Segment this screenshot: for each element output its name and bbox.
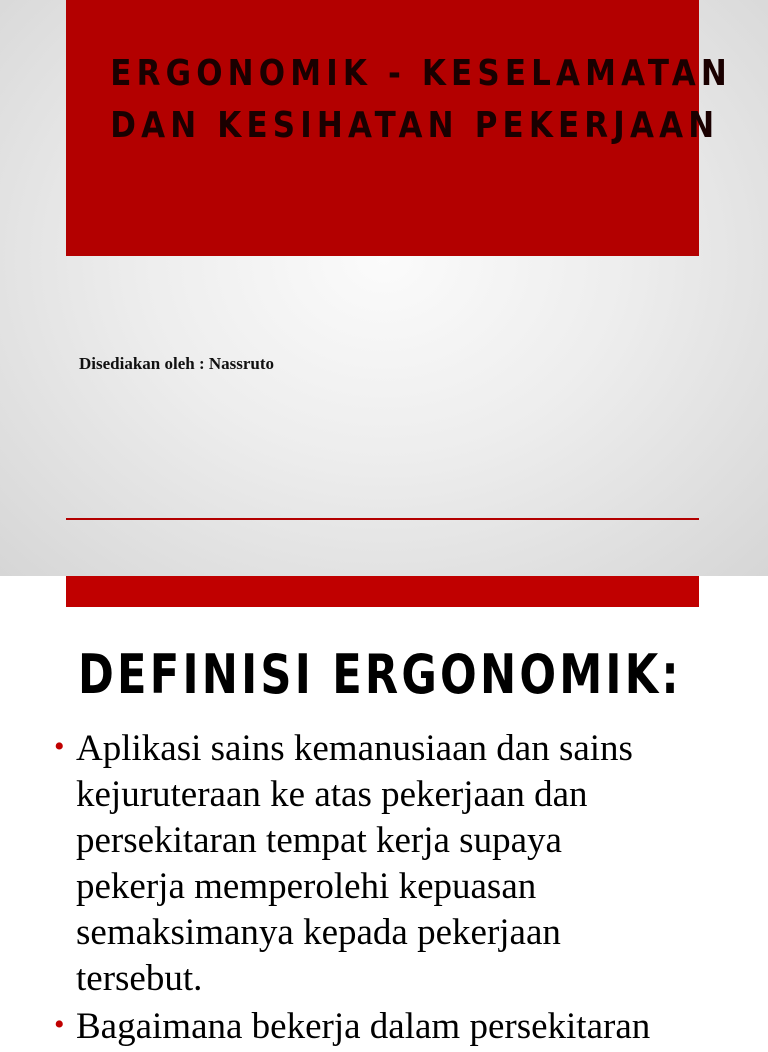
slide-title — [110, 48, 732, 152]
slide-heading: DEFINISI ERGONOMIK: — [78, 643, 682, 706]
bullet-icon: • — [54, 1008, 65, 1041]
bullet-item — [54, 726, 754, 1002]
slide-subtitle: Disediakan oleh : Nassruto — [79, 354, 275, 373]
bullet-line: Bagaimana bekerja dalam persekitaran — [76, 1006, 651, 1047]
title-box — [66, 0, 732, 256]
bullet-line: pekerja memperolehi kepuasan — [76, 866, 537, 907]
bullet-item — [54, 1004, 754, 1050]
slide-title-line-1: ERGONOMIK - KESELAMATAN — [110, 53, 732, 94]
bullet-line: Aplikasi sains kemanusiaan dan sains — [76, 728, 633, 769]
bullet-line: semaksimanya kepada pekerjaan — [76, 912, 561, 953]
bullet-line: kejuruteraan ke atas pekerjaan dan — [76, 774, 588, 815]
bullet-icon: • — [54, 730, 65, 763]
bullet-list — [54, 726, 754, 1052]
definition-slide — [0, 576, 768, 1047]
bullet-line: tersebut. — [76, 958, 203, 999]
header-bar — [66, 576, 699, 607]
slide-title-line-2: DAN KESIHATAN PEKERJAAN — [110, 105, 720, 146]
bullet-line: persekitaran tempat kerja supaya — [76, 820, 562, 861]
divider-line — [66, 518, 699, 520]
